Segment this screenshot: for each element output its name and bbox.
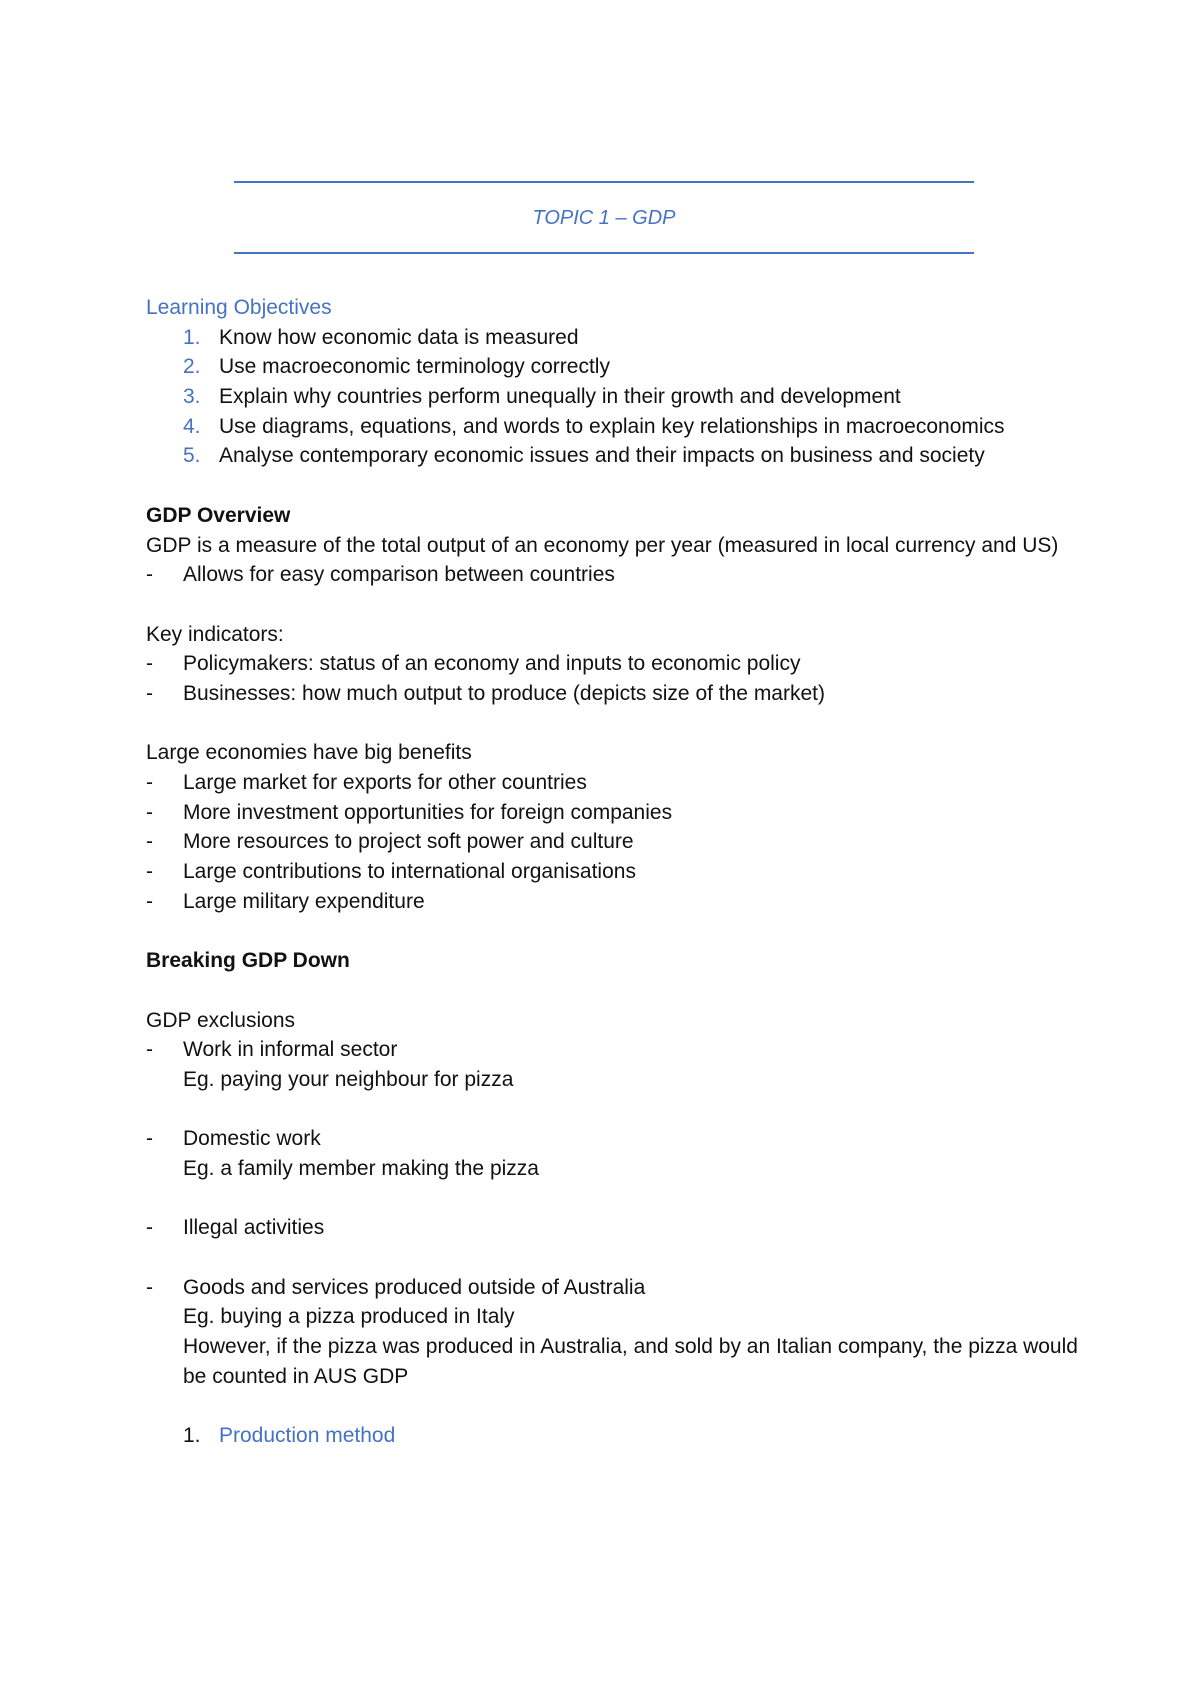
objective-item: 1. Know how economic data is measured	[183, 325, 579, 349]
production-method-heading: Production method	[219, 1424, 396, 1448]
bullet-item: - Large market for exports for other countries	[146, 771, 587, 795]
bullet-item: - Policymakers: status of an economy and inputs to economic policy	[146, 652, 801, 676]
exclusion-item: - Domestic work	[146, 1127, 321, 1151]
bullet-item: - More resources to project soft power and culture	[146, 830, 634, 854]
bottom-rule	[234, 252, 974, 254]
objective-item: 4. Use diagrams, equations, and words to explain key relationships in macroeconomics	[183, 414, 1005, 438]
exclusion-note: However, if the pizza was produced in Australia, and sold by an Italian company, the pizza would be counted in AUS GDP	[183, 1335, 1078, 1388]
objective-item: 3. Explain why countries perform unequally in their growth and development	[183, 385, 901, 409]
gdp-definition: GDP is a measure of the total output of an economy per year (measured in local currency and US)	[146, 533, 1059, 557]
bullet-item: - Businesses: how much output to produce (depicts size of the market)	[146, 681, 825, 705]
bullet-item: - Allows for easy comparison between countries	[146, 563, 615, 587]
top-rule	[234, 181, 974, 183]
exclusion-note: Eg. buying a pizza produced in Italy	[183, 1305, 515, 1329]
objective-item: 2. Use macroeconomic terminology correctly	[183, 355, 610, 379]
bullet-item: - More investment opportunities for foreign companies	[146, 800, 673, 824]
large-economies-heading: Large economies have big benefits	[146, 741, 472, 765]
method-item: 1. Production method	[183, 1424, 396, 1448]
gdp-overview-heading: GDP Overview	[146, 503, 291, 527]
topic-title: TOPIC 1 – GDP	[532, 207, 676, 229]
gdp-exclusions-heading: GDP exclusions	[146, 1008, 296, 1032]
exclusion-note: Eg. paying your neighbour for pizza	[183, 1067, 514, 1091]
key-indicators-heading: Key indicators:	[146, 622, 284, 646]
exclusion-item: - Goods and services produced outside of Australia	[146, 1275, 646, 1299]
breaking-gdp-down-heading: Breaking GDP Down	[146, 949, 350, 973]
document-body	[146, 293, 1086, 1451]
exclusion-note: Eg. a family member making the pizza	[183, 1156, 539, 1180]
learning-objectives-heading: Learning Objectives	[146, 296, 332, 319]
exclusion-item: - Work in informal sector	[146, 1038, 398, 1062]
exclusion-item: - Illegal activities	[146, 1216, 325, 1240]
bullet-item: - Large military expenditure	[146, 889, 425, 913]
objective-item: 5. Analyse contemporary economic issues and their impacts on business and society	[183, 444, 985, 468]
bullet-item: - Large contributions to international organisations	[146, 860, 636, 884]
